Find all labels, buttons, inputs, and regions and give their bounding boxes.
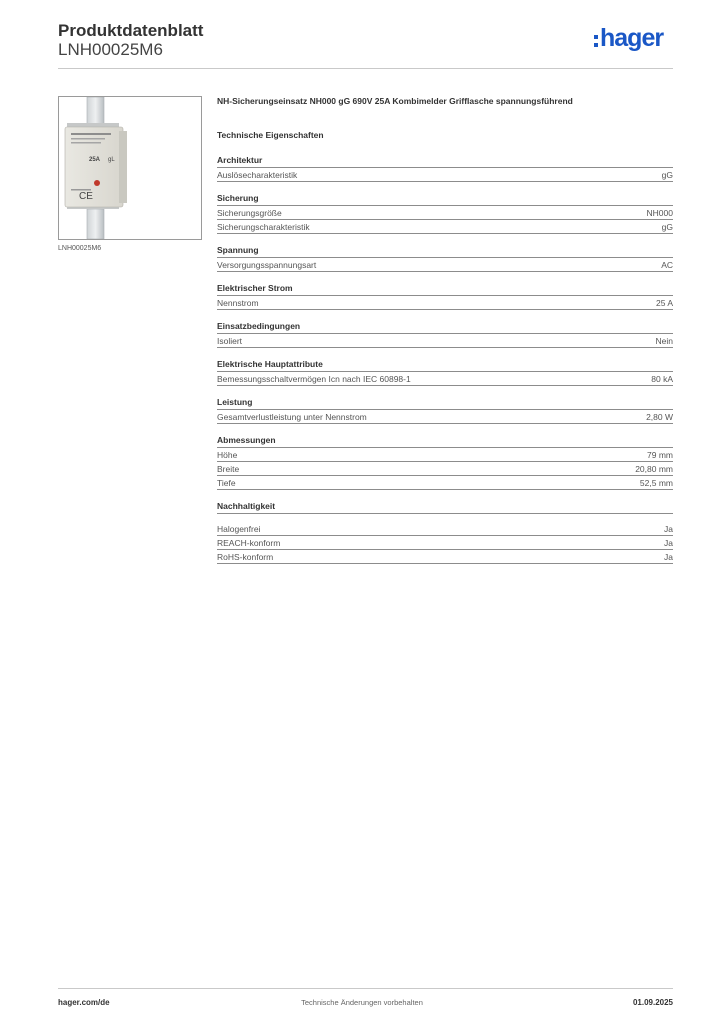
property-row xyxy=(217,476,673,490)
property-row xyxy=(217,206,673,220)
property-value: 79 mm xyxy=(647,450,673,460)
product-details xyxy=(217,96,673,564)
property-value: Ja xyxy=(664,538,673,548)
property-row xyxy=(217,448,673,462)
fuse-class-label: gL xyxy=(108,157,115,163)
section-title: Spannung xyxy=(217,245,673,258)
section xyxy=(217,321,673,348)
section-title: Elektrischer Strom xyxy=(217,283,673,296)
property-value: 80 kA xyxy=(651,374,673,384)
property-label: Gesamtverlustleistung unter Nennstrom xyxy=(217,412,367,422)
section xyxy=(217,193,673,234)
page-title: Produktdatenblatt xyxy=(58,21,204,40)
section-title: Einsatzbedingungen xyxy=(217,321,673,334)
section-title: Leistung xyxy=(217,397,673,410)
header-divider xyxy=(58,68,673,69)
article-number: LNH00025M6 xyxy=(58,40,163,59)
section-spacer xyxy=(217,514,673,522)
property-label: RoHS-konform xyxy=(217,552,274,562)
property-row xyxy=(217,220,673,234)
property-label: Isoliert xyxy=(217,336,243,346)
property-value: Nein xyxy=(655,336,673,346)
property-value: 20,80 mm xyxy=(635,464,673,474)
section xyxy=(217,283,673,310)
property-row xyxy=(217,536,673,550)
property-row xyxy=(217,258,673,272)
section xyxy=(217,155,673,182)
property-value: Ja xyxy=(664,552,673,562)
section-title: Abmessungen xyxy=(217,435,673,448)
property-row xyxy=(217,550,673,564)
section xyxy=(217,245,673,272)
product-name: NH-Sicherungseinsatz NH000 gG 690V 25A Kombimelder Grifflasche spannungsführend xyxy=(217,96,573,106)
footer-divider xyxy=(58,988,673,989)
section xyxy=(217,359,673,386)
property-label: Sicherungscharakteristik xyxy=(217,222,310,232)
property-row xyxy=(217,462,673,476)
section xyxy=(217,397,673,424)
property-row xyxy=(217,168,673,182)
image-caption: LNH00025M6 xyxy=(58,245,102,252)
property-value: AC xyxy=(661,260,673,270)
property-value: NH000 xyxy=(646,208,673,218)
footer-notice: Technische Änderungen vorbehalten xyxy=(301,998,423,1007)
property-row xyxy=(217,522,673,536)
tech-heading: Technische Eigenschaften xyxy=(217,130,324,140)
section-title: Sicherung xyxy=(217,193,673,206)
section xyxy=(217,501,673,564)
svg-text:CE: CE xyxy=(79,191,93,202)
property-value: gG xyxy=(661,222,673,232)
section-title: Elektrische Hauptattribute xyxy=(217,359,673,372)
property-row xyxy=(217,410,673,424)
section-title: Architektur xyxy=(217,155,673,168)
hager-logo: hager xyxy=(594,27,676,57)
property-label: Sicherungsgröße xyxy=(217,208,282,218)
fuse-rating-label: 25A xyxy=(89,157,101,163)
property-label: Tiefe xyxy=(217,478,236,488)
property-row xyxy=(217,296,673,310)
property-label: Nennstrom xyxy=(217,298,259,308)
section xyxy=(217,435,673,490)
property-label: Auslösecharakteristik xyxy=(217,170,298,180)
footer-website: hager.com/de xyxy=(58,998,110,1007)
property-label: Versorgungsspannungsart xyxy=(217,260,317,270)
property-row xyxy=(217,372,673,386)
property-label: Halogenfrei xyxy=(217,524,261,534)
footer-date: 01.09.2025 xyxy=(632,998,673,1007)
property-value: 25 A xyxy=(655,298,673,308)
property-row xyxy=(217,334,673,348)
property-label: Breite xyxy=(217,464,240,474)
fuse-illustration xyxy=(59,97,201,239)
section-title: Nachhaltigkeit xyxy=(217,501,673,514)
properties-list xyxy=(217,155,673,564)
property-label: REACH-konform xyxy=(217,538,281,548)
property-value: 2,80 W xyxy=(646,412,673,422)
property-label: Höhe xyxy=(217,450,238,460)
property-label: Bemessungsschaltvermögen Icn nach IEC 60898-1 xyxy=(217,374,411,384)
product-image xyxy=(58,96,202,240)
property-value: gG xyxy=(661,170,673,180)
property-value: Ja xyxy=(664,524,673,534)
property-value: 52,5 mm xyxy=(639,478,673,488)
